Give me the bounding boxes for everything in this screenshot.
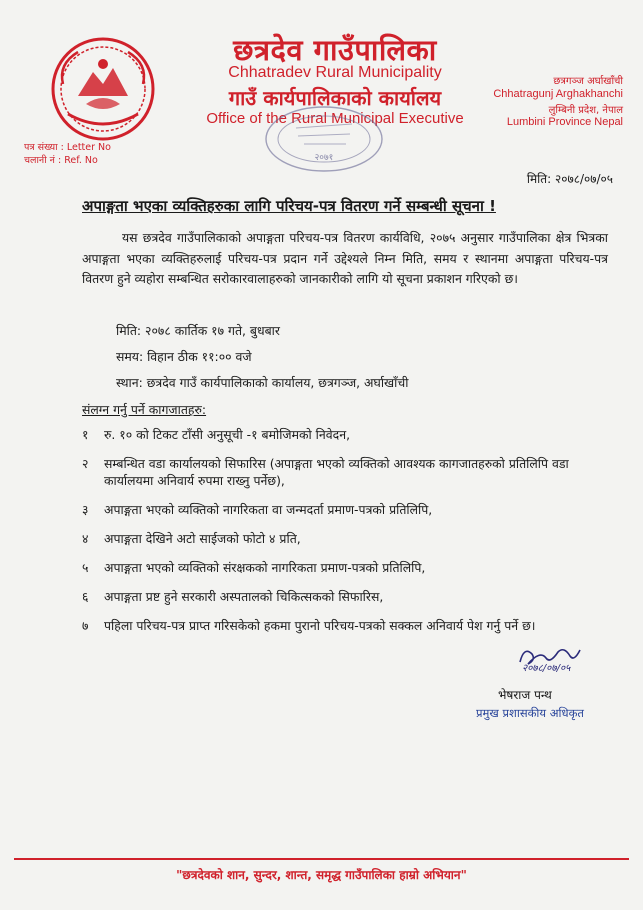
nepal-emblem-logo <box>48 34 158 144</box>
footer-divider <box>14 858 629 860</box>
list-item-text: रु. १० को टिकट टाँसी अनुसूची -१ बमोजिमको निवेदन, <box>104 427 351 442</box>
notice-body <box>82 228 608 290</box>
list-item-number: ७ <box>82 618 89 633</box>
list-item-text: सम्बन्धित वडा कार्यालयको सिफारिस (अपाङ्गता भएको व्यक्तिको आवश्यक कागजातहरुको प्रतिलिपि वडा कार्यालयमा अनिवार्य रुपमा राख्नु पर्नेछ), <box>104 456 569 488</box>
address-english-line2: Lumbini Province Nepal <box>506 116 623 128</box>
address-nepali-line1: छत्रगञ्ज अर्घाखाँची <box>553 76 623 87</box>
documents-heading: संलग्न गर्नु पर्ने कागजातहरु: <box>82 402 207 417</box>
body-paragraph: यस छत्रदेव गाउँपालिकाको अपाङ्गता परिचय-पत्र वितरण कार्यविधि, २०७५ अनुसार गाउँपालिका क्षेत्र भित्रका अपाङ्गता भएका व्यक्तिहरुलाई परिचय-पत्र प्रदान गर्ने उद्देश्यले निम्न मिति, समय र स्थानमा अपाङ्गता परिचय-पत्र वितरण हुने व्यहोरा सम्बन्धित सरोकारवालाहरुको जानकारीको लागि यो सूचना प्रकाशन गरिएको छ। <box>82 230 608 286</box>
list-item-text: पहिला परिचय-पत्र प्राप्त गरिसकेको हकमा पुरानो परिचय-पत्रको सक्कल अनिवार्य पेश गर्नु पर्ने छ। <box>104 618 536 633</box>
list-item-text: अपाङ्गता भएको व्यक्तिको नागरिकता वा जन्मदर्ता प्रमाण-पत्रको प्रतिलिपि, <box>104 502 433 517</box>
municipality-title-nepali: छत्रदेव गाउँपालिका <box>233 33 437 67</box>
list-item-number: ४ <box>82 531 89 546</box>
list-item <box>82 617 612 634</box>
list-item-text: अपाङ्गता भएको व्यक्तिको संरक्षकको नागरिकता प्रमाण-पत्रको प्रतिलिपि, <box>104 560 426 575</box>
list-item <box>82 530 612 547</box>
office-title-nepali: गाउँ कार्यपालिकाको कार्यालय <box>228 86 442 110</box>
stamp-year: २०७१ <box>314 153 334 163</box>
documents-list <box>82 426 612 646</box>
list-item-number: १ <box>82 427 89 442</box>
signature-date: २०७८/०७/०५ <box>522 663 571 674</box>
list-item <box>82 455 612 489</box>
list-item <box>82 588 612 605</box>
list-item-number: ५ <box>82 560 89 575</box>
reference-number-label: चलानी नं : Ref. No <box>24 155 98 166</box>
signatory-name: भेषराज पन्थ <box>498 688 552 702</box>
list-item <box>82 426 612 443</box>
letter-number-label: पत्र संख्या : Letter No <box>24 142 111 153</box>
list-item-number: ६ <box>82 589 89 604</box>
municipality-title-english: Chhatradev Rural Municipality <box>228 64 442 81</box>
footer-slogan: "छत्रदेवको शान, सुन्दर, शान्त, समृद्ध गाउँपालिका हाम्रो अभियान" <box>176 868 467 882</box>
notice-date: मिति: २०७८/०७/०५ <box>526 172 613 186</box>
address-nepali-line2: लुम्बिनी प्रदेश, नेपाल <box>548 105 623 116</box>
list-item <box>82 559 612 576</box>
office-title-english: Office of the Rural Municipal Executive <box>206 110 464 127</box>
event-time: समय: विहान ठीक ११:०० वजे <box>116 349 252 364</box>
list-item-number: ३ <box>82 502 89 517</box>
notice-subject: अपाङ्गता भएका व्यक्तिहरुका लागि परिचय-पत्र वितरण गर्ने सम्बन्धी सूचना ! <box>82 197 496 215</box>
list-item-text: अपाङ्गता प्रष्ट हुने सरकारी अस्पतालको चिकित्सकको सिफारिस, <box>104 589 384 604</box>
list-item-number: २ <box>82 456 89 471</box>
list-item <box>82 501 612 518</box>
event-date: मिति: २०७८ कार्तिक १७ गते, बुधबार <box>116 323 280 338</box>
address-english-line1: Chhatragunj Arghakhanchi <box>493 88 623 100</box>
event-place: स्थान: छत्रदेव गाउँ कार्यपालिकाको कार्यालय, छत्रगञ्ज, अर्घाखाँची <box>116 375 409 390</box>
office-stamp <box>260 102 388 176</box>
list-item-text: अपाङ्गता देखिने अटो साईजको फोटो ४ प्रति, <box>104 531 301 546</box>
signatory-title: प्रमुख प्रशासकीय अधिकृत <box>476 706 584 720</box>
